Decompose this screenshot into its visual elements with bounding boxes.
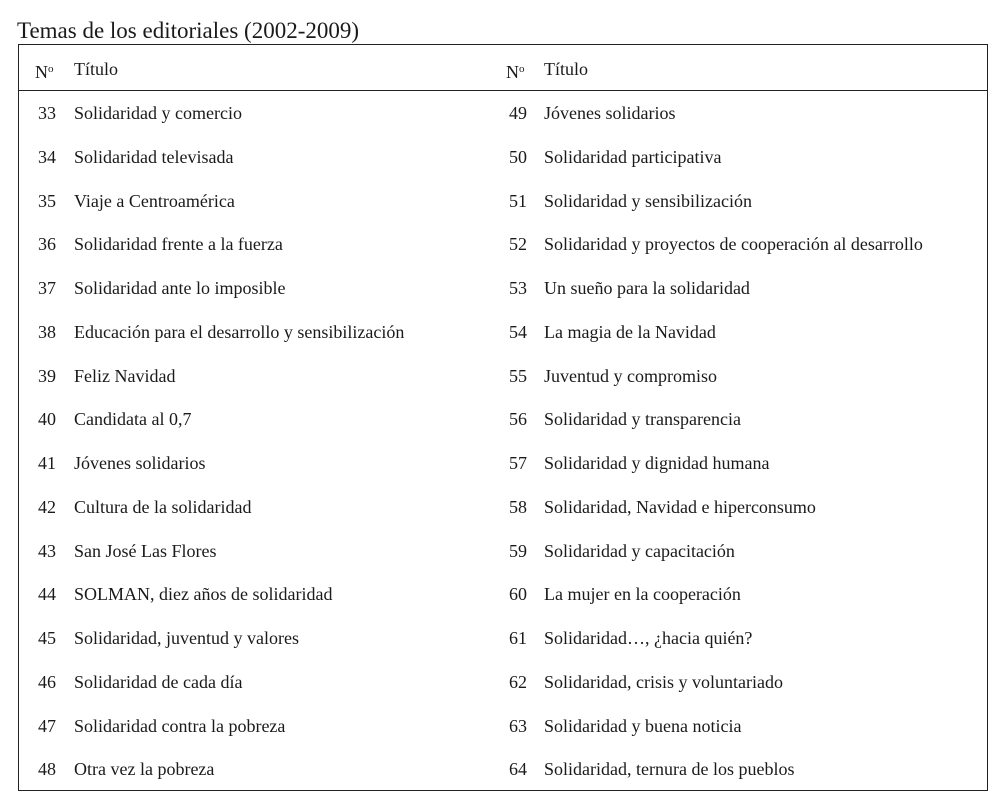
row-number: 60 (509, 584, 527, 604)
row-title: Solidaridad, crisis y voluntariado (544, 672, 783, 692)
header-divider (19, 90, 987, 91)
row-number: 33 (38, 103, 56, 123)
row-number: 57 (509, 453, 527, 473)
header-title-left: Título (74, 59, 118, 79)
row-title: Solidaridad y buena noticia (544, 716, 742, 736)
row-number: 50 (509, 147, 527, 167)
row-number: 42 (38, 497, 56, 517)
row-number: 61 (509, 628, 527, 648)
row-number: 37 (38, 278, 56, 298)
row-number: 39 (38, 366, 56, 386)
row-title: Solidaridad de cada día (74, 672, 243, 692)
row-title: Solidaridad televisada (74, 147, 234, 167)
row-number: 52 (509, 234, 527, 254)
header-title-right: Título (544, 59, 588, 79)
row-title: Solidaridad y transparencia (544, 409, 741, 429)
row-number: 63 (509, 716, 527, 736)
row-title: Jóvenes solidarios (544, 103, 676, 123)
row-title: Candidata al 0,7 (74, 409, 192, 429)
row-number: 40 (38, 409, 56, 429)
row-title: Jóvenes solidarios (74, 453, 206, 473)
row-number: 44 (38, 584, 56, 604)
row-number: 51 (509, 191, 527, 211)
row-number: 59 (509, 541, 527, 561)
row-number: 35 (38, 191, 56, 211)
row-number: 54 (509, 322, 527, 342)
row-title: Solidaridad contra la pobreza (74, 716, 286, 736)
row-title: Solidaridad participativa (544, 147, 722, 167)
row-title: Solidaridad, ternura de los pueblos (544, 759, 795, 779)
row-title: Un sueño para la solidaridad (544, 278, 750, 298)
row-title: Educación para el desarrollo y sensibilización (74, 322, 405, 342)
row-number: 49 (509, 103, 527, 123)
row-number: 53 (509, 278, 527, 298)
row-number: 38 (38, 322, 56, 342)
row-title: Solidaridad y capacitación (544, 541, 735, 561)
row-number: 45 (38, 628, 56, 648)
row-title: Viaje a Centroamérica (74, 191, 235, 211)
row-title: La magia de la Navidad (544, 322, 716, 342)
row-number: 58 (509, 497, 527, 517)
row-number: 47 (38, 716, 56, 736)
table-caption: Temas de los editoriales (2002-2009) (17, 18, 360, 43)
row-number: 64 (509, 759, 527, 779)
row-title: San José Las Flores (74, 541, 217, 561)
row-title: SOLMAN, diez años de solidaridad (74, 584, 333, 604)
row-title: Solidaridad y dignidad humana (544, 453, 770, 473)
row-title: Solidaridad frente a la fuerza (74, 234, 283, 254)
row-number: 62 (509, 672, 527, 692)
row-number: 48 (38, 759, 56, 779)
row-title: Feliz Navidad (74, 366, 176, 386)
row-number: 36 (38, 234, 56, 254)
row-title: La mujer en la cooperación (544, 584, 741, 604)
row-number: 34 (38, 147, 56, 167)
row-title: Solidaridad ante lo imposible (74, 278, 286, 298)
row-title: Solidaridad y comercio (74, 103, 242, 123)
header-number-right: $N^o$ (506, 62, 525, 82)
row-number: 41 (38, 453, 56, 473)
header-number-left: $N^o$ (35, 62, 54, 82)
row-title: Solidaridad, juventud y valores (74, 628, 299, 648)
row-number: 56 (509, 409, 527, 429)
row-title: Solidaridad y sensibilización (544, 191, 752, 211)
row-title: Solidaridad…, ¿hacia quién? (544, 628, 753, 648)
row-title: Solidaridad, Navidad e hiperconsumo (544, 497, 816, 517)
row-number: 55 (509, 366, 527, 386)
editorials-table (18, 44, 988, 791)
row-title: Cultura de la solidaridad (74, 497, 252, 517)
row-title: Otra vez la pobreza (74, 759, 215, 779)
row-number: 46 (38, 672, 56, 692)
row-title: Juventud y compromiso (544, 366, 717, 386)
row-number: 43 (38, 541, 56, 561)
row-title: Solidaridad y proyectos de cooperación al desarrollo (544, 234, 923, 254)
